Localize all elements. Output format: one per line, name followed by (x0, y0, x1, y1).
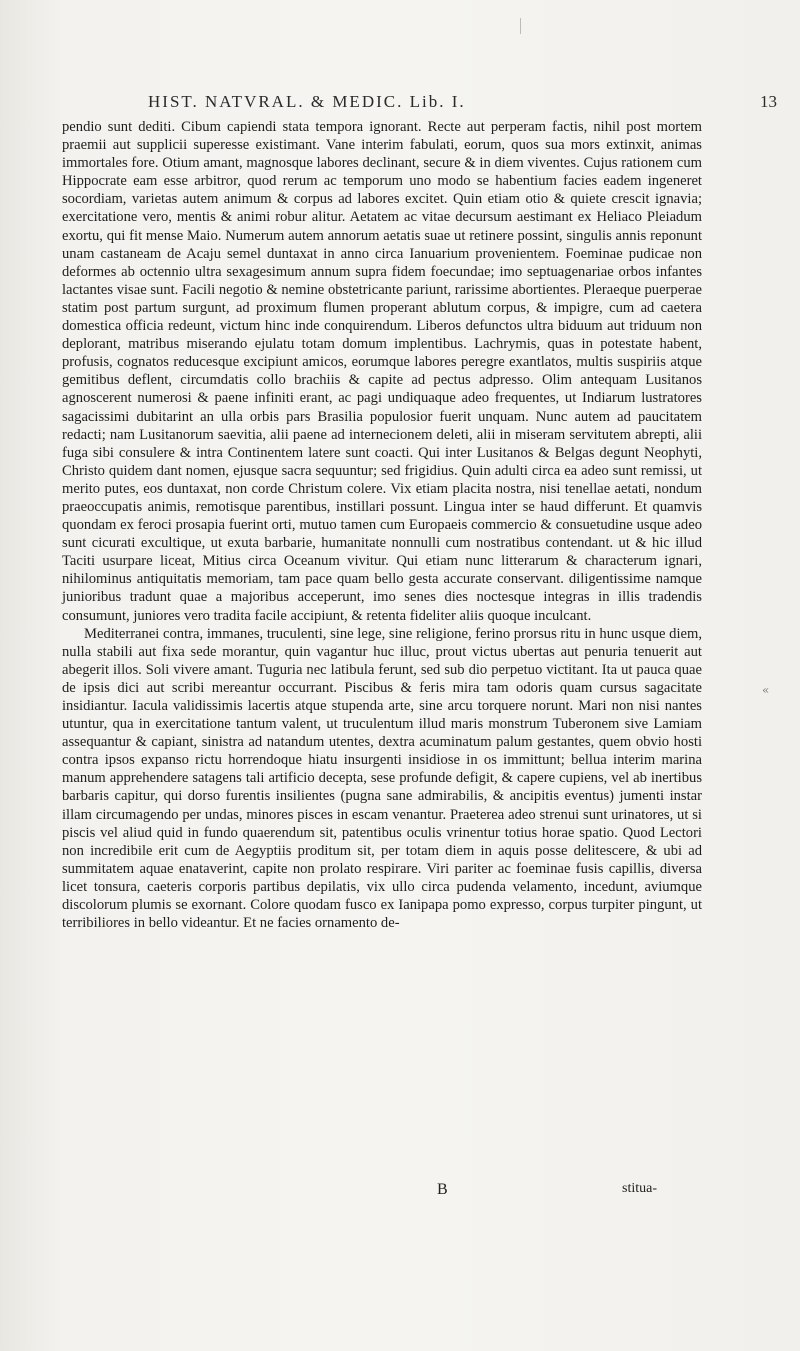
page-number: 13 (760, 92, 777, 111)
paper-mark (520, 18, 521, 34)
margin-mark: « (762, 683, 770, 697)
catchword: stitua- (622, 1181, 657, 1196)
paragraph-2: Mediterranei contra, immanes, truculenti, sine lege, sine religione, ferino prorsus ritu in hunc usque diem, nulla stabili aut fixa sede morantur, quin vagantur huc illuc, prout victus ubertas aut penuria tenuerit aut abegerit illos. Soli vivere amant. Tuguria nec latibula ferunt, sed sub dio perpetuo victitant. Ita ut pauca quae de ipsis dici aut scribi mereantur occurrant. Piscibus & feris mira tam odoris quam cursus sagacitate insidiantur. Iacula validissimis lacertis atque stupenda arte, sine arcu torquere norunt. Mari non nisi nantes utuntur, qua in exercitatione tantum valent, ut truculentum illud maris monstrum Tuberonem sive Lamiam assequantur & capiant, sinistra ad natandum utentes, dextra acuminatum palum gestantes, quem obvio hosti contra ipsos expanso rictu horrendoque hiatu insurgenti insidiose in os immittunt; bellua interim marina manum apprehendere satagens tali artificio decepta, sese profunde defigit, & capere cupiens, vel ab inertibus barbaris capitur, qui dorso furentis insilientes (pugna sane admirabilis, & ancipitis eventus) jumenti instar illam circumagendo per undas, minores pisces in escam venantur. Praeterea adeo strenui sunt urinatores, ut si piscis vel aliud quid in fundo quaerendum sit, patentibus oculis vrinentur totius horae spatio. Quod Lectori non incredibile erit cum de Aegyptiis proditum sit, per totam diem in aquis posse delitescere, & ubi ad summitatem aquae enataverint, capite non prolato respirare. Viri pariter ac foeminae fusis capillis, diversa licet tonsura, caeteris corporis partibus depilatis, vix ullo circa pudenda velamento, incedunt, aviumque discolorum plumis se exornant. Colore quodam fusco ex Ianipapa pomo expresso, corpus turpiter pingunt, ut terribiliores in bello videantur. Et ne facies ornamento de- (62, 625, 702, 932)
running-title: HIST. NATVRAL. & MEDIC. Lib. I. (148, 92, 466, 111)
body-text (62, 118, 702, 932)
paragraph-1: pendio sunt dediti. Cibum capiendi stata tempora ignorant. Recte aut perperam factis, nihil post mortem praemii aut supplicii superesse existimant. Vane interim fabulati, eorum, quos sua mors extinxit, animas immortales fore. Otium amant, magnosque labores declinant, secure & in diem viventes. Cujus rationem cum Hippocrate eam esse arbitror, quod rerum ac temporum uno modo se habentium facies eadem ingeneret socordiam, varietas autem animum & corpus ad labores excitet. Quin etiam otio & quiete crescit ignavia; exercitatione vero, mentis & animi robur alitur. Aetatem ac vitae decursum aestimant ex Heliaco Pleiadum exortu, qui fit mense Maio. Numerum autem annorum aetatis suae ut retinere possint, singulis annis reponunt unam castaneam de Acaju semel duntaxat in anno circa Ianuarium provenientem. Foeminae pudicae non deformes ab octennio ultra sexagesimum annum supra fidem foecundae; imo septuagenariae orbos infantes lactantes visae sunt. Facili negotio & nemine obstetricante pariunt, rarissime abortientes. Pleraeque puerperae statim post partum surgunt, ad proximum flumen properant ablutum corpus, & impigre, cum ad caetera domestica officia redeunt, victum hinc inde conquirendum. Liberos defunctos ultra biduum aut triduum non deplorant, matribus miserando ejulatu totam domum implentibus. Lachrymis, quas in potestate habent, profusis, cognatos reducesque excipiunt amicos, eorumque labores peregre exantlatos, multis suspiriis atque gemitibus deflent, circumdatis collo brachiis & capite ad pectus adpresso. Olim antequam Lusitanos agnoscerent numerosi & paene infiniti erant, ac pagi undiquaque adeo frequentes, ut Indiarum lustratores sagacissimi dubitarint an ulla orbis pars Brasilia populosior fuerit unquam. Nunc autem ad paucitatem redacti; nam Lusitanorum saevitia, alii paene ad internecionem deleti, alii in miseram servitutem abrepti, alii fuga sibi consulere & intra Continentem latere sunt coacti. Qui inter Lusitanos & Belgas degunt Neophyti, Christo quidem dant nomen, ejusque sacra sequuntur; sed frigidius. Quin adulti circa ea adeo sunt remissi, ut merito putes, eos duntaxat, non corde Christum colere. Vix etiam placita nostra, nisi tenellae aetati, nondum praeoccupatis animis, remotisque parentibus, instillari possunt. Lingua inter se haud differunt. Et quamvis quondam ex feroci prosapia fuerint orti, mutuo tamen cum Europaeis commercio & consuetudine usque adeo sunt cicurati excultique, ut exuta barbarie, humanitate nonnulli cum nostratibus contendant. ut & hic illud Taciti usurpare liceat, Mitius circa Oceanum vivitur. Qui etiam nunc litterarum & characterum ignari, nihilominus antiquitatis memoriam, tam pace quam bello gesta accurate conservant. diligentissime namque junioribus tradunt quae a majoribus acceperunt, imo senes dies noctesque integras in illis tradendis consumunt, juniores vero tradita facile accipiunt, & retenta fideliter aliis quoque inculcant. (62, 119, 702, 624)
signature-mark: B (437, 1181, 448, 1198)
